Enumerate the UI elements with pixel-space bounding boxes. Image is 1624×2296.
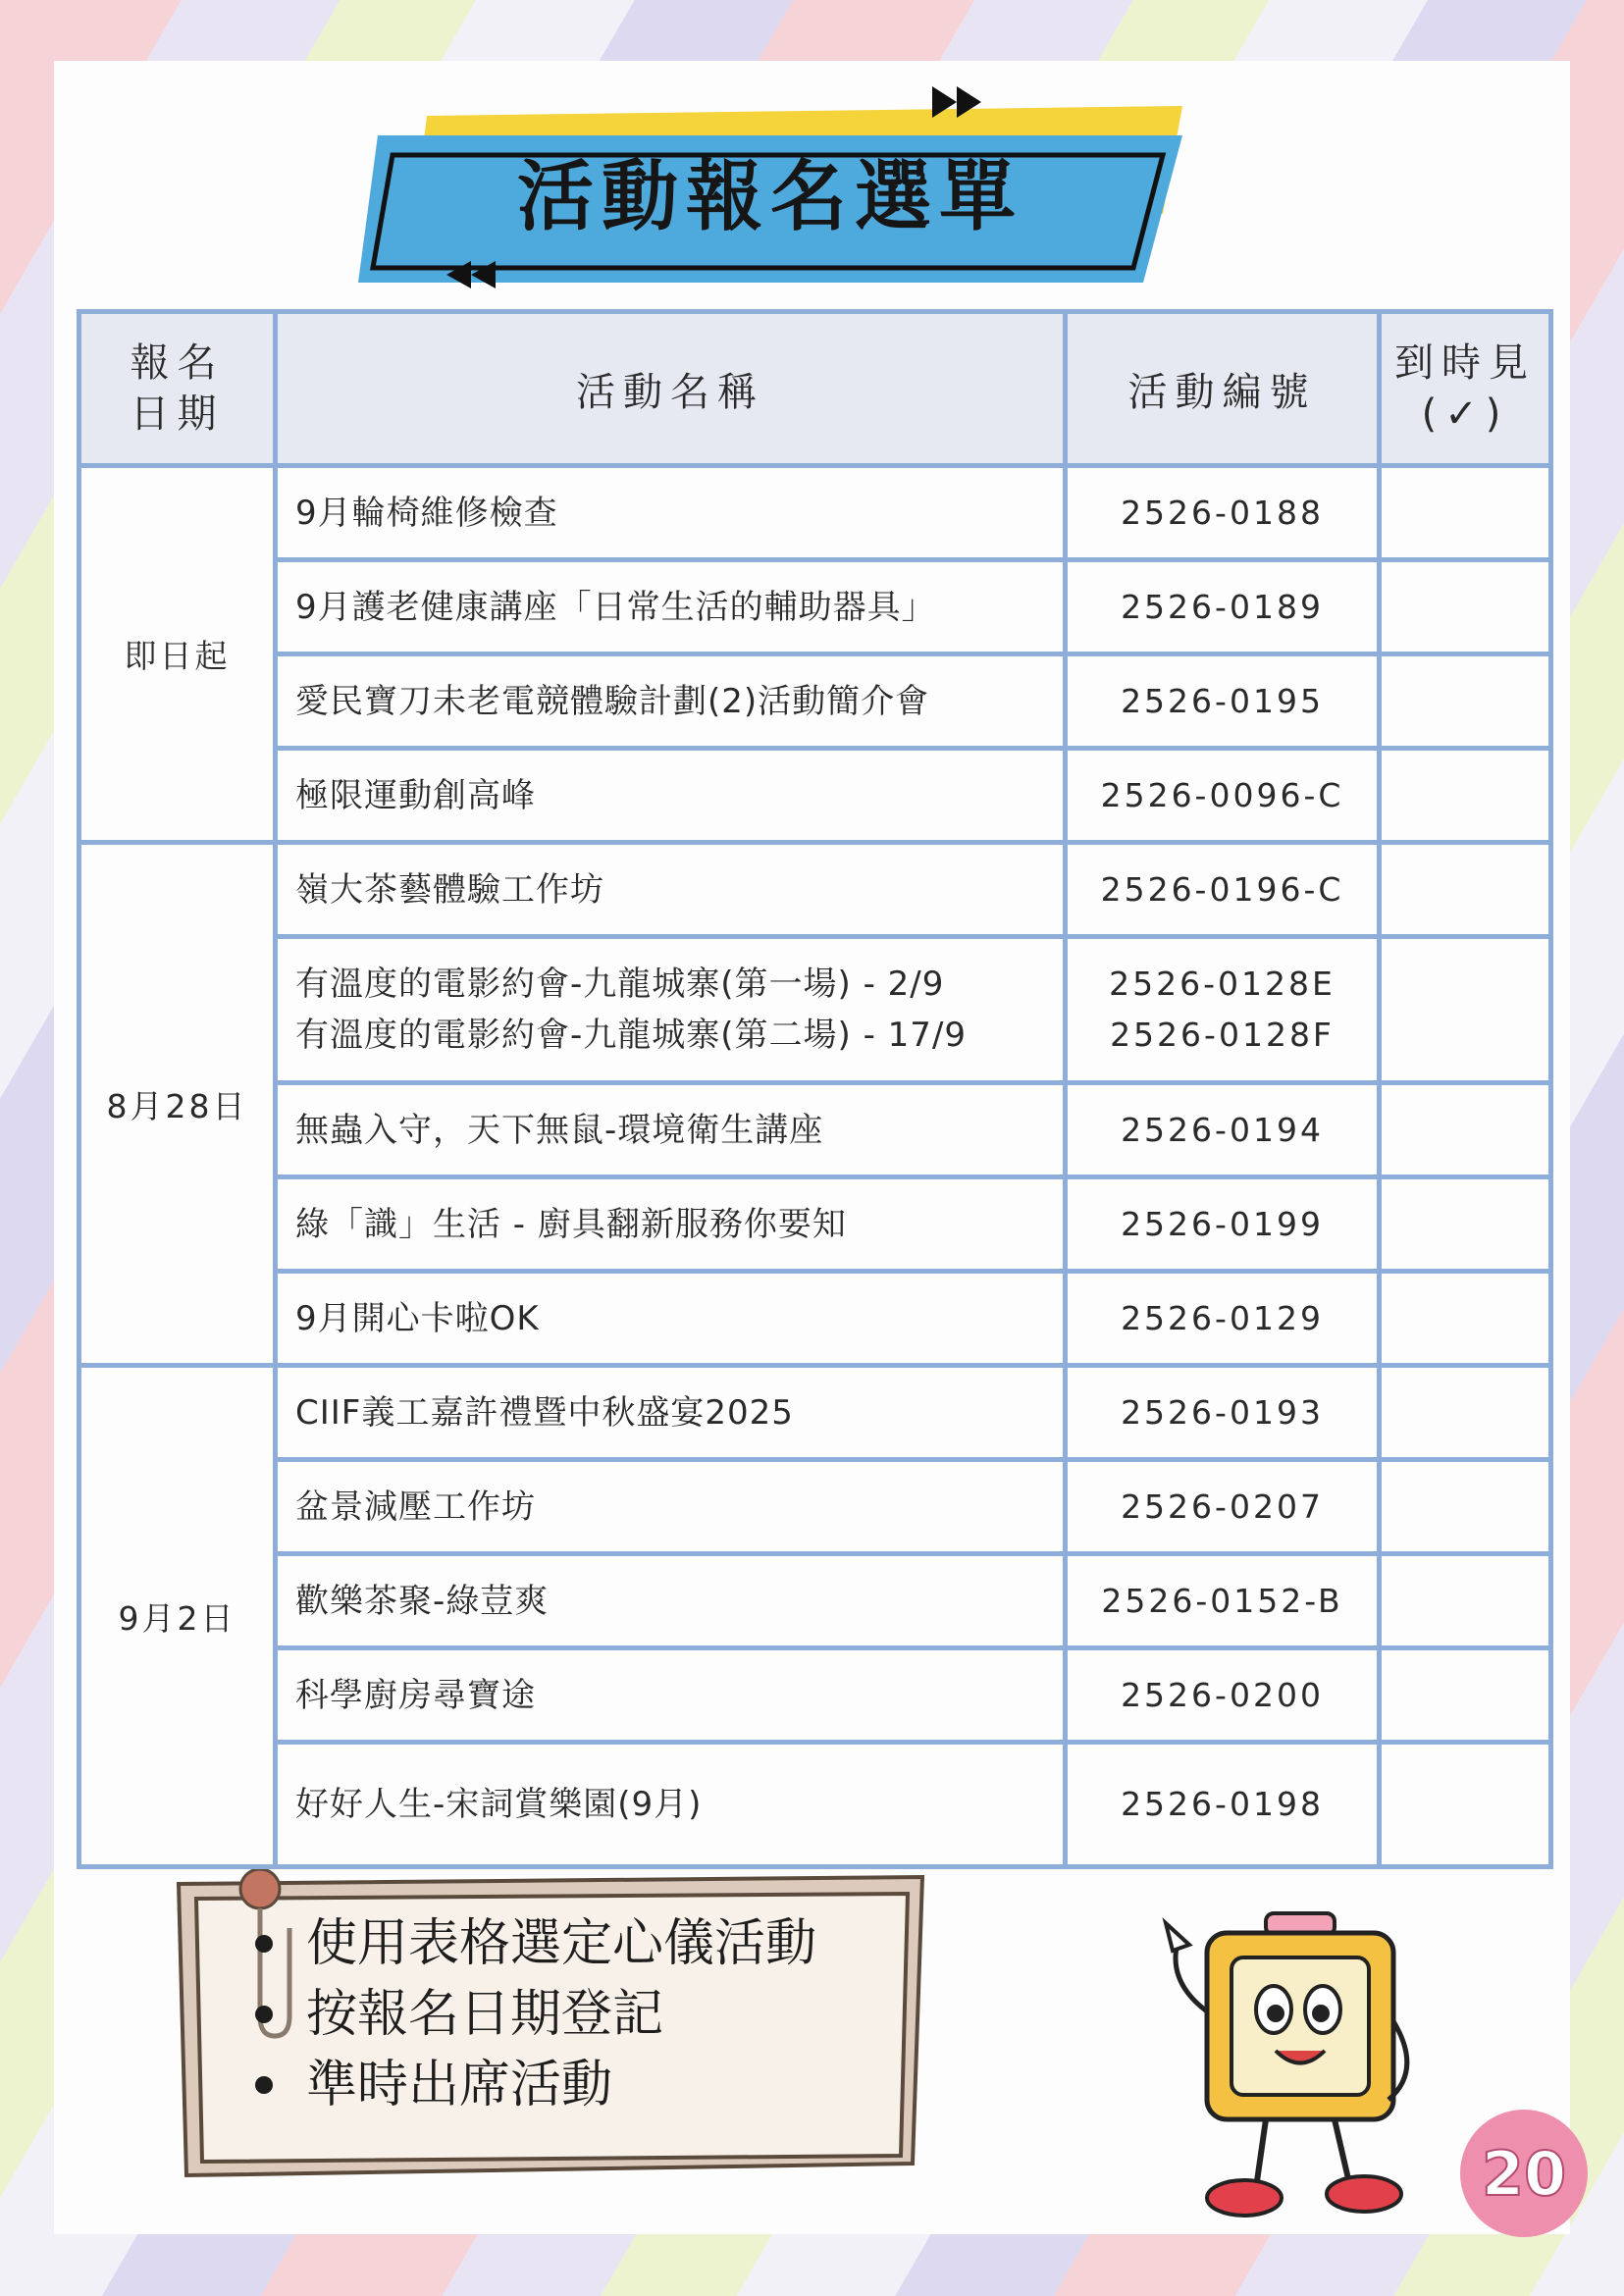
- activity-code-line: 2526-0207: [1121, 1487, 1324, 1526]
- header-activity-code: 活動編號: [1066, 312, 1380, 466]
- attendance-checkbox-cell[interactable]: [1380, 1177, 1551, 1272]
- activity-code-line: 2526-0152-B: [1101, 1581, 1343, 1620]
- activity-name-line: 有溫度的電影約會-九龍城寨(第二場) - 17/9: [295, 1016, 968, 1055]
- activity-name: [276, 937, 1066, 1083]
- table-row: [79, 1177, 1551, 1272]
- attendance-checkbox-cell[interactable]: [1380, 1648, 1551, 1743]
- activity-code-line: 2526-0189: [1121, 587, 1324, 626]
- table-row: [79, 843, 1551, 937]
- registration-date: 即日起: [79, 466, 276, 843]
- activity-name: [276, 466, 1066, 560]
- attendance-checkbox-cell[interactable]: [1380, 937, 1551, 1083]
- attendance-checkbox-cell[interactable]: [1380, 1460, 1551, 1554]
- activity-code-line: 2526-0195: [1121, 681, 1324, 720]
- attendance-checkbox-cell[interactable]: [1380, 654, 1551, 749]
- registration-date: 9月2日: [79, 1366, 276, 1867]
- activity-code: [1066, 1460, 1380, 1554]
- activity-code-line: 2526-0128E: [1109, 965, 1336, 1003]
- instruction-text: 按報名日期登記: [306, 1985, 664, 2044]
- activity-name-line: 好好人生-宋詞賞樂園(9月): [295, 1785, 703, 1824]
- activity-code: [1066, 749, 1380, 843]
- header-activity-name: 活動名稱: [276, 312, 1066, 466]
- activity-code-line: 2526-0129: [1121, 1298, 1324, 1337]
- table-row: [79, 1554, 1551, 1648]
- table-header-row: [79, 312, 1551, 466]
- activity-code: [1066, 1743, 1380, 1867]
- registration-date: 8月28日: [79, 843, 276, 1366]
- instruction-text: 準時出席活動: [306, 2056, 613, 2114]
- table-row: [79, 1648, 1551, 1743]
- page-number: 20: [1481, 2137, 1567, 2210]
- attendance-checkbox-cell[interactable]: [1380, 560, 1551, 654]
- table-row: [79, 937, 1551, 1083]
- instruction-text: 使用表格選定心儀活動: [306, 1914, 817, 1973]
- activity-name: [276, 1177, 1066, 1272]
- activity-code: [1066, 937, 1380, 1083]
- attendance-checkbox-cell[interactable]: [1380, 843, 1551, 937]
- activity-name-line: 嶺大茶藝體驗工作坊: [295, 869, 604, 910]
- table-row: [79, 654, 1551, 749]
- header-attend-check: [1380, 312, 1551, 466]
- activity-name-line: 9月開心卡啦OK: [295, 1298, 540, 1338]
- activity-name-line: 愛民寶刀未老電競體驗計劃(2)活動簡介會: [295, 681, 930, 721]
- activity-code: [1066, 654, 1380, 749]
- table-row: [79, 560, 1551, 654]
- activity-name-line: 有溫度的電影約會-九龍城寨(第一場) - 2/9: [295, 965, 945, 1004]
- header-date-line1: 報名: [130, 340, 225, 386]
- activity-code: [1066, 843, 1380, 937]
- activity-name: [276, 1083, 1066, 1177]
- page-title: 活動報名選單: [516, 153, 1023, 241]
- page-number-badge: [1460, 2110, 1588, 2237]
- activity-code: [1066, 1366, 1380, 1460]
- instruction-card: [167, 1869, 932, 2183]
- instruction-item: [255, 2050, 816, 2120]
- activity-code: [1066, 1554, 1380, 1648]
- activity-name-line: 歡樂茶聚-綠荳爽: [295, 1581, 550, 1621]
- activity-code: [1066, 560, 1380, 654]
- activity-code: [1066, 466, 1380, 560]
- activity-name-line: CIIF義工嘉許禮暨中秋盛宴2025: [295, 1392, 794, 1433]
- activity-name: [276, 1460, 1066, 1554]
- attendance-checkbox-cell[interactable]: [1380, 466, 1551, 560]
- activity-code-line: 2526-0200: [1121, 1675, 1324, 1714]
- title-banner: [358, 86, 1182, 322]
- header-date-line2: 日期: [130, 391, 225, 437]
- activity-name: [276, 1743, 1066, 1867]
- activity-code: [1066, 1648, 1380, 1743]
- instruction-list: [255, 1908, 816, 2120]
- table-row: [79, 1460, 1551, 1554]
- pin-icon: [240, 1869, 280, 1908]
- header-check-line1: 到時見: [1394, 340, 1536, 386]
- activity-name-line: 9月輪椅維修檢查: [295, 493, 558, 533]
- activity-code-line: 2526-0193: [1121, 1392, 1324, 1432]
- instruction-item: [255, 1908, 816, 1979]
- attendance-checkbox-cell[interactable]: [1380, 1366, 1551, 1460]
- activity-code: [1066, 1177, 1380, 1272]
- activity-name: [276, 654, 1066, 749]
- attendance-checkbox-cell[interactable]: [1380, 1554, 1551, 1648]
- attendance-checkbox-cell[interactable]: [1380, 1272, 1551, 1366]
- activity-code-line: 2526-0188: [1121, 493, 1324, 532]
- activity-name-line: 綠「識」生活 - 廚具翻新服務你要知: [295, 1204, 847, 1244]
- activity-table: [77, 309, 1553, 1869]
- activity-name: [276, 843, 1066, 937]
- activity-code-line: 2526-0196-C: [1100, 869, 1344, 909]
- activity-name-line: 無蟲入守，天下無鼠-環境衛生講座: [295, 1110, 824, 1150]
- instruction-item: [255, 1979, 816, 2050]
- activity-code-line: 2526-0128F: [1110, 1016, 1335, 1054]
- table-row: [79, 466, 1551, 560]
- activity-name: [276, 1272, 1066, 1366]
- table-row: [79, 1272, 1551, 1366]
- activity-code-line: 2526-0198: [1121, 1785, 1324, 1823]
- activity-code-line: 2526-0096-C: [1100, 775, 1344, 814]
- activity-name-line: 科學廚房尋寶途: [295, 1675, 536, 1715]
- activity-name-line: 9月護老健康講座「日常生活的輔助器具」: [295, 587, 936, 627]
- attendance-checkbox-cell[interactable]: [1380, 1743, 1551, 1867]
- attendance-checkbox-cell[interactable]: [1380, 1083, 1551, 1177]
- activity-name-line: 盆景減壓工作坊: [295, 1487, 536, 1527]
- activity-name: [276, 1554, 1066, 1648]
- attendance-checkbox-cell[interactable]: [1380, 749, 1551, 843]
- activity-name-line: 極限運動創高峰: [295, 775, 536, 815]
- clock-mascot-icon: [1128, 1904, 1423, 2227]
- activity-name: [276, 560, 1066, 654]
- activity-code-line: 2526-0199: [1121, 1204, 1324, 1243]
- header-date: [79, 312, 276, 466]
- activity-code: [1066, 1083, 1380, 1177]
- activity-code-line: 2526-0194: [1121, 1110, 1324, 1149]
- activity-name: [276, 749, 1066, 843]
- activity-name: [276, 1366, 1066, 1460]
- activity-code: [1066, 1272, 1380, 1366]
- table-row: [79, 1743, 1551, 1867]
- table-row: [79, 749, 1551, 843]
- table-row: [79, 1366, 1551, 1460]
- table-row: [79, 1083, 1551, 1177]
- activity-name: [276, 1648, 1066, 1743]
- header-check-line2: (✓): [1421, 391, 1509, 437]
